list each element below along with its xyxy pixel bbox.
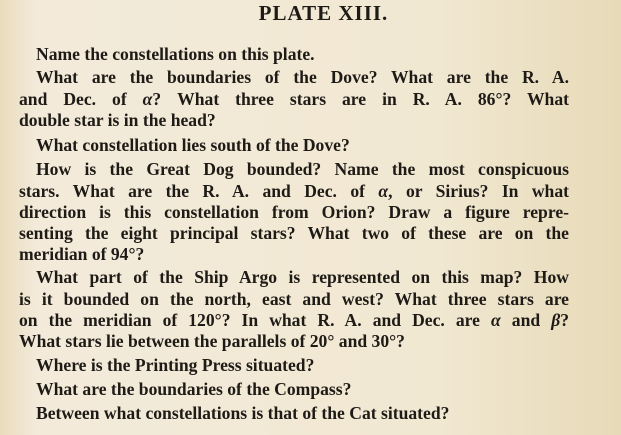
line-text: double star is in the head? (19, 110, 216, 130)
question-line (0, 243, 621, 265)
question-line (0, 88, 621, 110)
question-line (0, 201, 621, 223)
line-text: senting the eight principal stars? What two of these are on the (19, 223, 569, 243)
line-text: Between what constellations is that of the Cat situated? (36, 403, 450, 423)
line-text: meridian of 94°? (19, 244, 145, 264)
question-line (0, 134, 621, 156)
question-line (0, 66, 621, 88)
line-text: direction is this constellation from Orion? Draw a figure repre- (19, 202, 569, 222)
question-line (0, 402, 621, 424)
line-text: How is the Great Dog bounded? Name the most conspicuous (36, 159, 569, 179)
line-text: stars. What are the R. A. and Dec. of α, or Sirius? In what (19, 181, 570, 201)
line-text: is it bounded on the north, east and west? What three stars are (19, 289, 569, 309)
line-text: What constellation lies south of the Dove? (36, 135, 350, 155)
line-text: What stars lie between the parallels of 20° and 30°? (19, 331, 405, 351)
question-line (0, 354, 621, 376)
question-line (0, 378, 621, 400)
plate-title (0, 2, 621, 24)
line-text: and Dec. of α? What three stars are in R. A. 86°? What (19, 89, 569, 109)
line-text: What part of the Ship Argo is represented on this map? How (36, 267, 569, 287)
greek-letter: α (142, 89, 153, 109)
plate-title-text: PLATE XIII. (258, 1, 389, 25)
question-line (0, 43, 621, 65)
line-text: Name the constellations on this plate. (36, 44, 315, 64)
question-line (0, 158, 621, 180)
question-line (0, 180, 621, 202)
question-line (0, 109, 621, 131)
line-text: What are the boundaries of the Dove? What are the R. A. (36, 67, 569, 87)
greek-letter: α (378, 181, 389, 201)
question-line (0, 266, 621, 288)
question-line (0, 288, 621, 310)
question-line (0, 222, 621, 244)
greek-letter: β (551, 310, 561, 330)
line-text: on the meridian of 120°? In what R. A. and Dec. are α and β? (19, 310, 569, 330)
question-line (0, 309, 621, 331)
line-text: Where is the Printing Press situated? (36, 355, 315, 375)
greek-letter: α (491, 310, 501, 330)
question-line (0, 330, 621, 352)
line-text: What are the boundaries of the Compass? (36, 379, 352, 399)
